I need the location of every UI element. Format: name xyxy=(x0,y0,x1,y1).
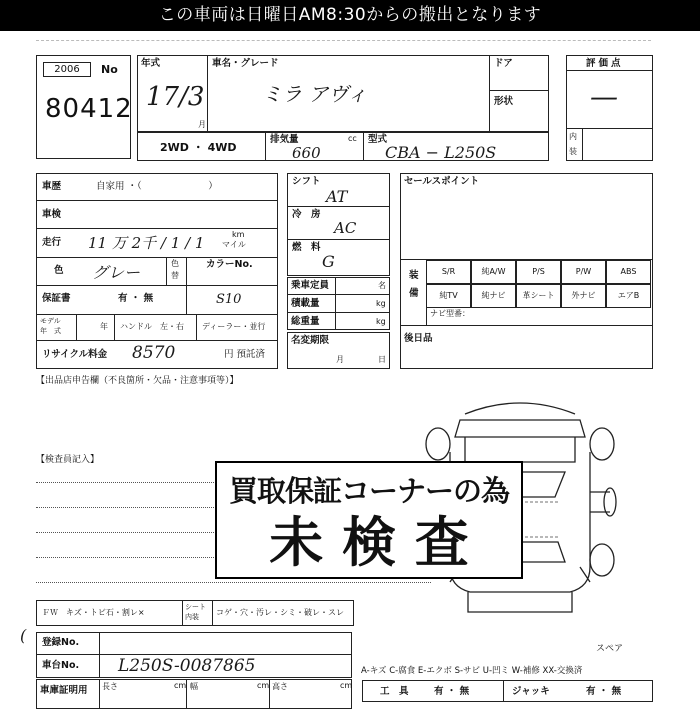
color-header: 色 xyxy=(54,265,64,276)
navi-model: ナビ型番： xyxy=(430,309,470,318)
top-faint-line xyxy=(36,40,651,41)
margin-mark: ( xyxy=(20,626,27,645)
mileage-value: 11 万 2千 / 1 / 1 xyxy=(88,234,205,252)
interior-header-2: 装 xyxy=(569,147,577,156)
jack-options: 有 ・ 無 xyxy=(586,686,622,697)
model-year-unit: 年 xyxy=(100,322,108,331)
displacement-header: 排気量 xyxy=(270,134,299,145)
equipment-1-5: ABS xyxy=(606,260,651,284)
equip-header-2: 備 xyxy=(409,288,419,299)
model-year-header-2: 年 式 xyxy=(40,327,61,335)
chassis-no-value: L250S-0087865 xyxy=(118,656,256,676)
height-unit: cm xyxy=(340,681,353,690)
fuel-value: G xyxy=(322,252,335,271)
length-unit: cm xyxy=(174,681,187,690)
shift-header: シフト xyxy=(292,176,321,187)
weight-header: 総重量 xyxy=(291,316,320,327)
width-label: 幅 xyxy=(190,682,198,691)
seat-label-1: シート xyxy=(185,603,206,611)
recycle-header: リサイクル料金 xyxy=(42,349,108,360)
sales-header: セールスポイント xyxy=(404,176,480,187)
warranty-options: 有 ・ 無 xyxy=(118,293,154,304)
lot-no-label: No xyxy=(101,63,118,76)
chassis-no-header: 車台No. xyxy=(42,660,80,671)
garage-cert-header: 車庫証明用 xyxy=(40,685,88,696)
tools-header: 工 具 xyxy=(380,686,409,697)
spare-label: スペア xyxy=(596,644,624,654)
load-unit: kg xyxy=(376,299,386,308)
color-value: グレー xyxy=(92,263,141,282)
height-label: 高さ xyxy=(272,682,288,691)
registration-day: 日 xyxy=(378,355,386,364)
unverified-stamp xyxy=(215,461,523,579)
weight-unit: kg xyxy=(376,317,386,326)
equip-header-1: 装 xyxy=(409,270,419,281)
equipment-2-5: エアB xyxy=(606,284,651,308)
registration-month: 月 xyxy=(336,355,344,364)
shape-header: 形状 xyxy=(494,96,514,107)
grade-value: — xyxy=(590,80,618,113)
inspector-header: 【検査員記入】 xyxy=(36,455,100,465)
tools-options: 有 ・ 無 xyxy=(434,686,470,697)
capacity-header: 乗車定員 xyxy=(291,280,330,291)
warranty-header: 保証書 xyxy=(42,293,71,304)
registration-header: 名変期限 xyxy=(291,335,330,346)
fw-label: ＦＷ キズ・トビ石・割レ× xyxy=(42,608,145,617)
type-header: 型式 xyxy=(368,134,388,145)
equipment-2-1: 純TV xyxy=(426,284,471,308)
lot-year: 2006 xyxy=(43,62,91,77)
capacity-unit: 名 xyxy=(378,281,386,290)
mileage-unit-mile: マイル xyxy=(222,240,246,249)
type-value: CBA − L250S xyxy=(385,143,497,162)
fuel-header: 燃 料 xyxy=(292,242,321,253)
model-value: ミラ アヴィ xyxy=(262,82,368,106)
inspection-header: 車検 xyxy=(42,209,62,220)
dealer-note-header: 【出品店申告欄（不良箇所・欠品・注意事項等）】 xyxy=(36,376,239,386)
registration-no-header: 登録No. xyxy=(42,637,80,648)
ac-value: AC xyxy=(334,219,357,237)
damage-codes: A-キズ C-腐食 E-エクボ S-サビ U-凹ミ W-補修 XX-交換済 xyxy=(361,666,583,676)
recycle-unit: 円 預託済 xyxy=(224,349,266,360)
jack-header: ジャッキ xyxy=(512,686,550,697)
handle-options: ハンドル 左・右 xyxy=(120,322,184,331)
equipment-1-3: P/S xyxy=(516,260,561,284)
equipment-2-2: 純ナビ xyxy=(471,284,516,308)
model-year-header-1: モデル xyxy=(40,317,61,325)
grade-header: 評価点 xyxy=(586,58,624,69)
load-header: 積載量 xyxy=(291,298,320,309)
width-unit: cm xyxy=(257,681,270,690)
ac-header: 冷 房 xyxy=(292,209,321,220)
seat-options: コゲ・穴・汚レ・シミ・破レ・スレ xyxy=(216,608,344,617)
shift-value: AT xyxy=(326,187,348,206)
recycle-value: 8570 xyxy=(132,343,176,363)
mileage-header: 走行 xyxy=(42,237,62,248)
dealer-options: ディーラー・並行 xyxy=(202,322,266,331)
year-header: 年式 xyxy=(141,58,161,69)
stamp-line-1: 買取保証コーナーの為 xyxy=(228,474,509,508)
notice-banner: この車両は日曜日AM8:30からの搬出となります xyxy=(0,0,700,31)
color-change-1: 色 xyxy=(171,259,179,268)
lot-number: 80412 xyxy=(45,94,133,124)
later-items-header: 後日品 xyxy=(404,333,433,344)
lot-box xyxy=(36,55,131,159)
color-no-header: カラーNo. xyxy=(206,259,253,270)
color-no-value: S10 xyxy=(216,292,242,307)
stamp-line-2: 未 検 査 xyxy=(269,511,469,574)
displacement-value: 660 xyxy=(292,144,321,162)
seat-label-2: 内装 xyxy=(185,613,199,621)
door-header: ドア xyxy=(494,58,513,69)
equipment-2-3: 革シート xyxy=(516,284,561,308)
equipment-1-2: 純A/W xyxy=(471,260,516,284)
mileage-unit-km: km xyxy=(232,230,245,239)
length-label: 長さ xyxy=(102,682,118,691)
history-options: 自家用 ・（ ） xyxy=(96,181,218,192)
year-value: 17/3 xyxy=(146,82,205,112)
drive-type: 2WD ・ 4WD xyxy=(160,141,237,154)
displacement-unit: cc xyxy=(348,134,357,143)
year-month-unit: 月 xyxy=(198,120,206,129)
model-header: 車名・グレード xyxy=(212,58,279,69)
color-change-2: 替 xyxy=(171,271,179,280)
history-header: 車歴 xyxy=(42,181,62,192)
interior-header-1: 内 xyxy=(569,132,577,141)
equipment-1-4: P/W xyxy=(561,260,606,284)
equipment-1-1: S/R xyxy=(426,260,471,284)
equipment-2-4: 外ナビ xyxy=(561,284,606,308)
